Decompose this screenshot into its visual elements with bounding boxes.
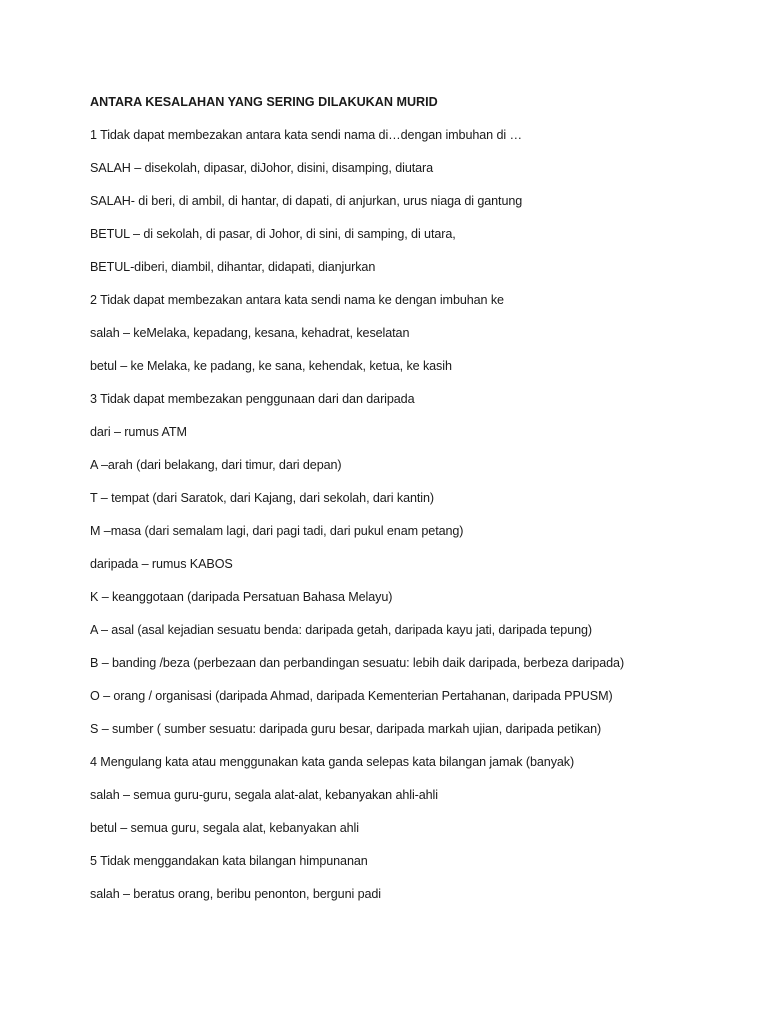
text-line: BETUL – di sekolah, di pasar, di Johor, di sini, di samping, di utara,	[90, 227, 456, 241]
section-3-heading: 3 Tidak dapat membezakan penggunaan dari dan daripada	[90, 392, 415, 406]
text-line: T – tempat (dari Saratok, dari Kajang, dari sekolah, dari kantin)	[90, 491, 434, 505]
text-line: betul – semua guru, segala alat, kebanyakan ahli	[90, 821, 359, 835]
text-line: daripada – rumus KABOS	[90, 557, 233, 571]
text-line: salah – semua guru-guru, segala alat-alat, kebanyakan ahli-ahli	[90, 788, 438, 802]
text-line: SALAH- di beri, di ambil, di hantar, di dapati, di anjurkan, urus niaga di gantung	[90, 194, 523, 208]
text-line: B – banding /beza (perbezaan dan perbandingan sesuatu: lebih daik daripada, berbeza daripada)	[90, 656, 625, 670]
section-5-heading: 5 Tidak menggandakan kata bilangan himpunanan	[90, 854, 368, 868]
text-line: S – sumber ( sumber sesuatu: daripada guru besar, daripada markah ujian, daripada petikan)	[90, 722, 602, 736]
text-line: betul – ke Melaka, ke padang, ke sana, kehendak, ketua, ke kasih	[90, 359, 452, 373]
text-line: O – orang / organisasi (daripada Ahmad, daripada Kementerian Pertahanan, daripada PPUSM)	[90, 689, 613, 703]
section-4-heading: 4 Mengulang kata atau menggunakan kata ganda selepas kata bilangan jamak (banyak)	[90, 755, 575, 769]
section-2-heading: 2 Tidak dapat membezakan antara kata sendi nama ke dengan imbuhan ke	[90, 293, 504, 307]
section-1-heading: 1 Tidak dapat membezakan antara kata sendi nama di…dengan imbuhan di …	[90, 128, 522, 142]
text-line: A –arah (dari belakang, dari timur, dari depan)	[90, 458, 342, 472]
text-line: salah – beratus orang, beribu penonton, berguni padi	[90, 887, 381, 901]
text-line: dari – rumus ATM	[90, 425, 187, 439]
document-title: ANTARA KESALAHAN YANG SERING DILAKUKAN MURID	[90, 95, 438, 109]
text-line: salah – keMelaka, kepadang, kesana, kehadrat, keselatan	[90, 326, 410, 340]
text-line: K – keanggotaan (daripada Persatuan Bahasa Melayu)	[90, 590, 393, 604]
text-line: A – asal (asal kejadian sesuatu benda: daripada getah, daripada kayu jati, daripada tepung)	[90, 623, 593, 637]
text-line: M –masa (dari semalam lagi, dari pagi tadi, dari pukul enam petang)	[90, 524, 464, 538]
text-line: SALAH – disekolah, dipasar, diJohor, disini, disamping, diutara	[90, 161, 434, 175]
text-line: BETUL-diberi, diambil, dihantar, didapati, dianjurkan	[90, 260, 376, 274]
